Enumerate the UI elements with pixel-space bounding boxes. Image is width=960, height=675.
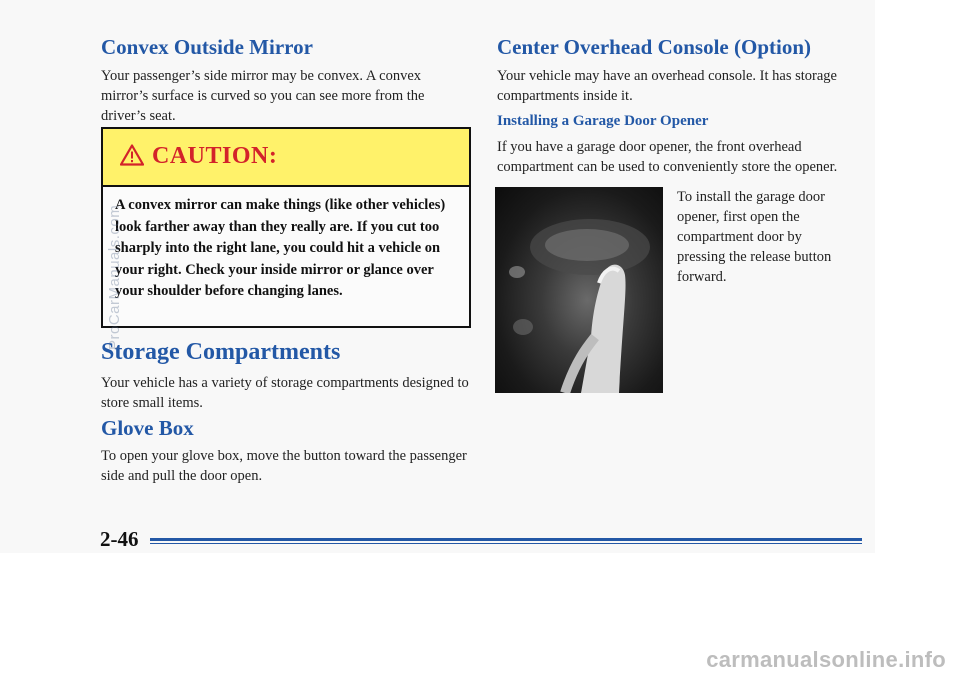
page-number: 2-46 xyxy=(100,527,139,551)
caution-box xyxy=(101,127,471,328)
caution-text: A convex mirror can make things (like other vehicles) look farther away than they really are. If you cut too sharply into the right lane, you could hit a vehicle on your right. Check your inside mirror or glance over your shoulder before changing lanes. xyxy=(115,197,446,299)
garage-body: If you have a garage door opener, the front overhead compartment can be used to conveniently store the opener. xyxy=(497,139,838,175)
footer-rule-thin xyxy=(150,543,862,544)
footer-rule xyxy=(150,538,862,541)
vertical-watermark: ProCarManuals.com xyxy=(106,204,123,350)
storage-heading: Storage Compartments xyxy=(101,339,341,365)
warning-triangle-icon xyxy=(120,144,144,171)
console-heading: Center Overhead Console (Option) xyxy=(497,35,812,59)
mirror-body: Your passenger’s side mirror may be convex. A convex mirror’s surface is curved so you can see more from the driver’s seat. xyxy=(101,68,425,124)
caution-header xyxy=(103,129,469,187)
garage-heading: Installing a Garage Door Opener xyxy=(497,113,709,129)
glovebox-heading: Glove Box xyxy=(101,416,194,440)
caution-title: CAUTION: xyxy=(152,143,278,169)
console-body: Your vehicle may have an overhead console. It has storage compartments inside it. xyxy=(497,68,837,104)
install-body: To install the garage door opener, first open the compartment door by pressing the release button forward. xyxy=(677,189,832,285)
mirror-heading: Convex Outside Mirror xyxy=(101,35,313,59)
glovebox-body: To open your glove box, move the button toward the passenger side and pull the door open. xyxy=(101,448,467,484)
site-watermark: carmanualsonline.info xyxy=(706,647,946,672)
overhead-console-photo xyxy=(495,187,663,393)
storage-body: Your vehicle has a variety of storage compartments designed to store small items. xyxy=(101,375,469,411)
